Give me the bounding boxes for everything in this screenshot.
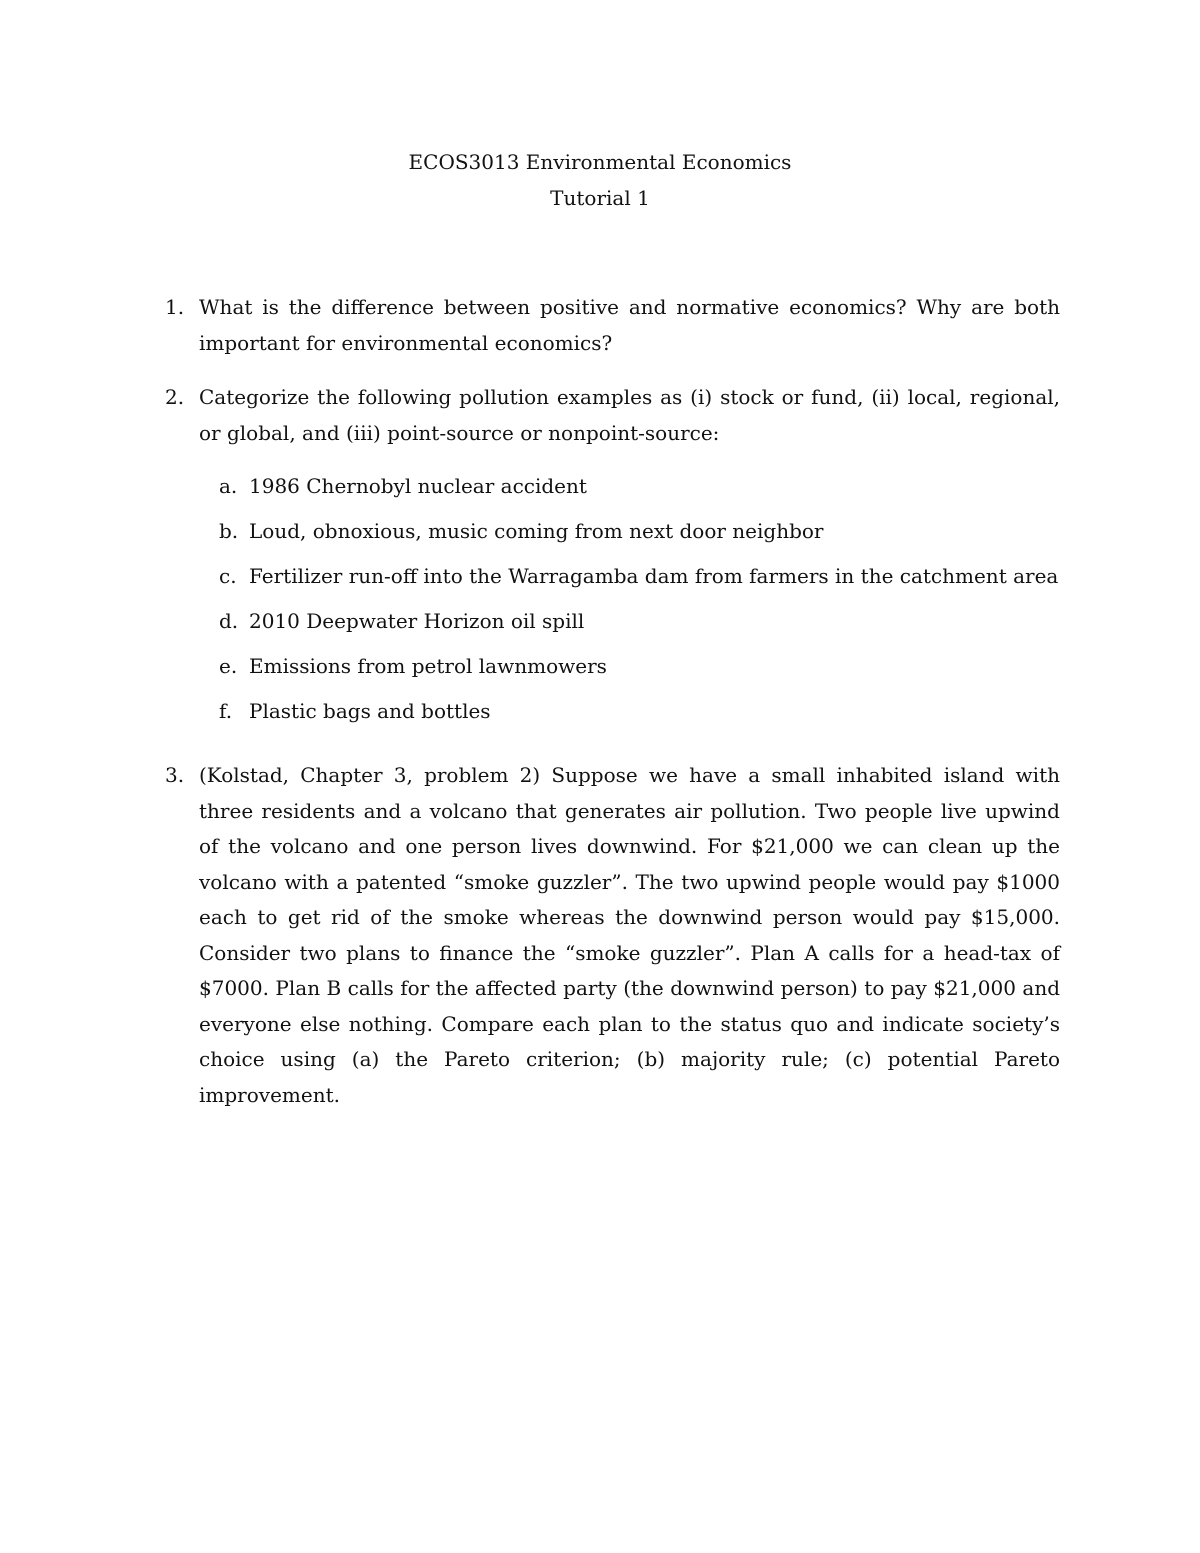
tutorial-title: Tutorial 1 bbox=[550, 186, 650, 210]
item-letter: c. bbox=[219, 564, 237, 588]
question-3 bbox=[165, 758, 1060, 1113]
list-item bbox=[219, 514, 1060, 550]
item-text: Fertilizer run-off into the Warragamba dam from farmers in the catchment area bbox=[249, 564, 1059, 588]
item-letter: d. bbox=[219, 609, 239, 633]
item-text: 2010 Deepwater Horizon oil spill bbox=[249, 609, 585, 633]
list-item bbox=[219, 604, 1060, 640]
list-item bbox=[219, 469, 1060, 505]
item-text: 1986 Chernobyl nuclear accident bbox=[249, 474, 587, 498]
question-text bbox=[199, 758, 1060, 1113]
question-3-text: (Kolstad, Chapter 3, problem 2) Suppose we have a small inhabited island with three residents and a volcano that generates air pollution. Two people live upwind of the volcano and one person lives downwind. For $21,000 we can clean up the volcano with a patented “smoke guzzler”. The two upwind people would pay $1000 each to get rid of the smoke whereas the downwind person would pay $15,000. Consider two plans to finance the “smoke guzzler”. Plan A calls for a head-tax of $7000. Plan B calls for the affected party (the downwind person) to pay $21,000 and everyone else nothing. Compare each plan to the status quo and indicate society’s choice using (a) the Pareto criterion; (b) majority rule; (c) potential Pareto improvement. bbox=[199, 763, 1060, 1107]
question-2 bbox=[165, 380, 1060, 739]
item-letter: e. bbox=[219, 654, 238, 678]
list-item bbox=[219, 694, 1060, 730]
document-header bbox=[0, 144, 1200, 216]
question-1 bbox=[165, 290, 1060, 361]
question-number: 1. bbox=[165, 295, 185, 319]
question-text bbox=[199, 290, 1060, 361]
item-letter: a. bbox=[219, 474, 238, 498]
list-item bbox=[219, 649, 1060, 685]
pollution-example-list bbox=[219, 469, 1060, 730]
item-text: Plastic bags and bottles bbox=[249, 699, 491, 723]
item-text: Loud, obnoxious, music coming from next door neighbor bbox=[249, 519, 824, 543]
item-letter: f. bbox=[219, 699, 233, 723]
course-title: ECOS3013 Environmental Economics bbox=[408, 150, 792, 174]
question-number: 2. bbox=[165, 385, 185, 409]
question-1-text: What is the difference between positive and normative economics? Why are both important for environmental economics? bbox=[199, 295, 1060, 355]
question-list bbox=[165, 290, 1060, 1132]
item-text: Emissions from petrol lawnmowers bbox=[249, 654, 607, 678]
list-item bbox=[219, 559, 1060, 595]
item-letter: b. bbox=[219, 519, 239, 543]
question-text bbox=[199, 380, 1060, 739]
question-number: 3. bbox=[165, 763, 185, 787]
question-2-text: Categorize the following pollution examples as (i) stock or fund, (ii) local, regional, or global, and (iii) point-source or nonpoint-source: bbox=[199, 385, 1060, 445]
